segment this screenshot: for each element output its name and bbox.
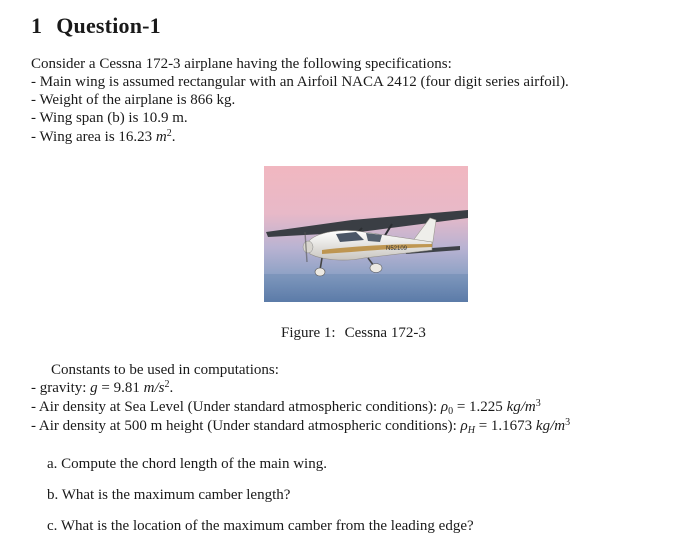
question-b: b. What is the maximum camber length? [47,487,291,503]
spec-item-area: - Wing area is 16.23 $m^2$. [31,128,176,145]
figure-caption-text: Cessna 172-3 [344,325,426,341]
constants-heading: Constants to be used in computations: [51,362,279,378]
spec-item-airfoil: - Main wing is assumed rectangular with an Airfoil NACA 2412 (four digit series airfoil). [31,74,569,90]
question-a: a. Compute the chord length of the main wing. [47,456,327,472]
constant-density-500m: - Air density at 500 m height (Under standard atmospheric conditions): $\rho_H = 1.1673$ $kg/m^3$ [31,417,571,436]
tail-number-text: N52109 [386,246,408,252]
constant-gravity: - gravity: g = 9.81 $m/s^2$. [31,379,174,396]
question-c: c. What is the location of the maximum camber from the leading edge? [47,518,474,534]
cessna-172-photo [264,166,468,302]
airplane-image [264,166,468,302]
section-heading [31,13,161,39]
section-title: Question-1 [56,13,161,38]
spec-item-weight: - Weight of the airplane is 866 kg. [31,92,236,108]
constant-density-sea: - Air density at Sea Level (Under standard atmospheric conditions): $\rho_0 = 1.225$ $kg/m^3$ [31,398,541,417]
spec-item-span: - Wing span (b) is 10.9 m. [31,110,188,126]
section-number: 1 [31,13,43,38]
intro-text: Consider a Cessna 172-3 airplane having the following specifications: [31,56,452,72]
figure-caption [281,325,426,342]
figure-label: Figure 1: [281,325,336,341]
